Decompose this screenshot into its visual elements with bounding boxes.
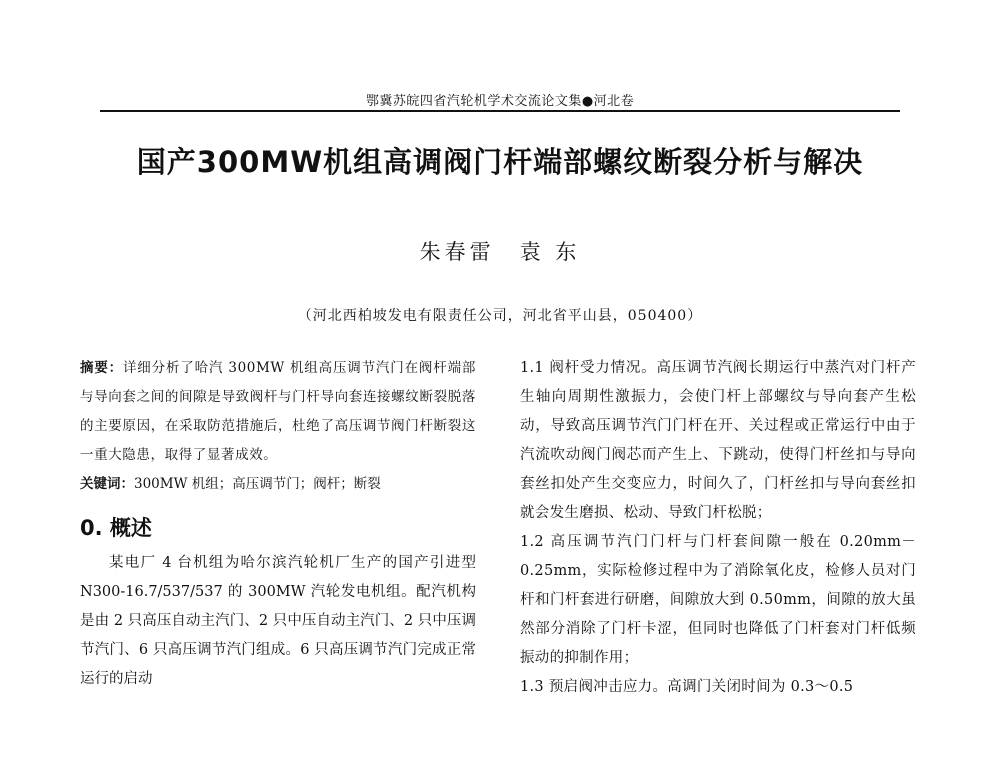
overview-paragraph: 某电厂 4 台机组为哈尔滨汽轮机厂生产的国产引进型 N300-16.7/537/537 的 300MW 汽轮发电机组。配汽机构是由 2 只高压自动主汽门、2 只中压自动主汽门、2 只中压调节汽门、6 只高压调节汽门组成。6 只高压调节汽门完成正常运行的启动: [80, 555, 476, 687]
abstract-label: 摘要：: [80, 360, 123, 376]
body-paragraph: 1.2 高压调节汽门门杆与门杆套间隙一般在 0.20mm－0.25mm，实际检修过程中为了消除氧化皮，检修人员对门杆和门杆套进行研磨，间隙放大到 0.50mm，间隙的放大虽然部分消除了门杆卡涩，但同时也降低了门杆套对门杆低频振动的抑制作用；: [520, 534, 916, 666]
paper-authors: 朱春雷 袁 东: [419, 240, 581, 264]
keywords-label: 关键词：: [80, 476, 134, 492]
paper-affiliation: （河北西柏坡发电有限责任公司，河北省平山县，050400）: [297, 308, 703, 324]
running-head: 鄂冀苏皖四省汽轮机学术交流论文集●河北卷: [365, 94, 635, 109]
section-heading-overview: 0. 概述: [80, 516, 152, 540]
paper-title: 国产300MW机组高调阀门杆端部螺纹断裂分析与解决: [136, 145, 864, 179]
header-rule: [100, 110, 900, 112]
body-paragraph: 1.1 阀杆受力情况。高压调节汽阀长期运行中蒸汽对门杆产生轴向周期性激振力，会使门杆上部螺纹与导向套产生松动，导致高压调节汽门门杆在开、关过程或正常运行中由于汽流吹动阀门阀芯而产生上、下跳动，使得门杆丝扣与导向套丝扣处产生交变应力，时间久了，门杆丝扣与导向套丝扣就会发生磨损、松动、导致门杆松脱；: [520, 360, 916, 521]
keywords: [80, 470, 476, 499]
right-column: [520, 354, 916, 702]
keywords-text: 300MW 机组；高压调节门；阀杆；断裂: [134, 476, 381, 492]
body-paragraph: 1.3 预启阀冲击应力。高调门关闭时间为 0.3～0.5: [520, 679, 854, 695]
abstract: [80, 354, 476, 470]
left-column: [80, 354, 476, 694]
abstract-text: 详细分析了哈汽 300MW 机组高压调节汽门在阀杆端部与导向套之间的间隙是导致阀杆与门杆导向套连接螺纹断裂脱落的主要原因，在采取防范措施后，杜绝了高压调节阀门杆断裂这一重大隐患，取得了显著成效。: [80, 360, 476, 463]
